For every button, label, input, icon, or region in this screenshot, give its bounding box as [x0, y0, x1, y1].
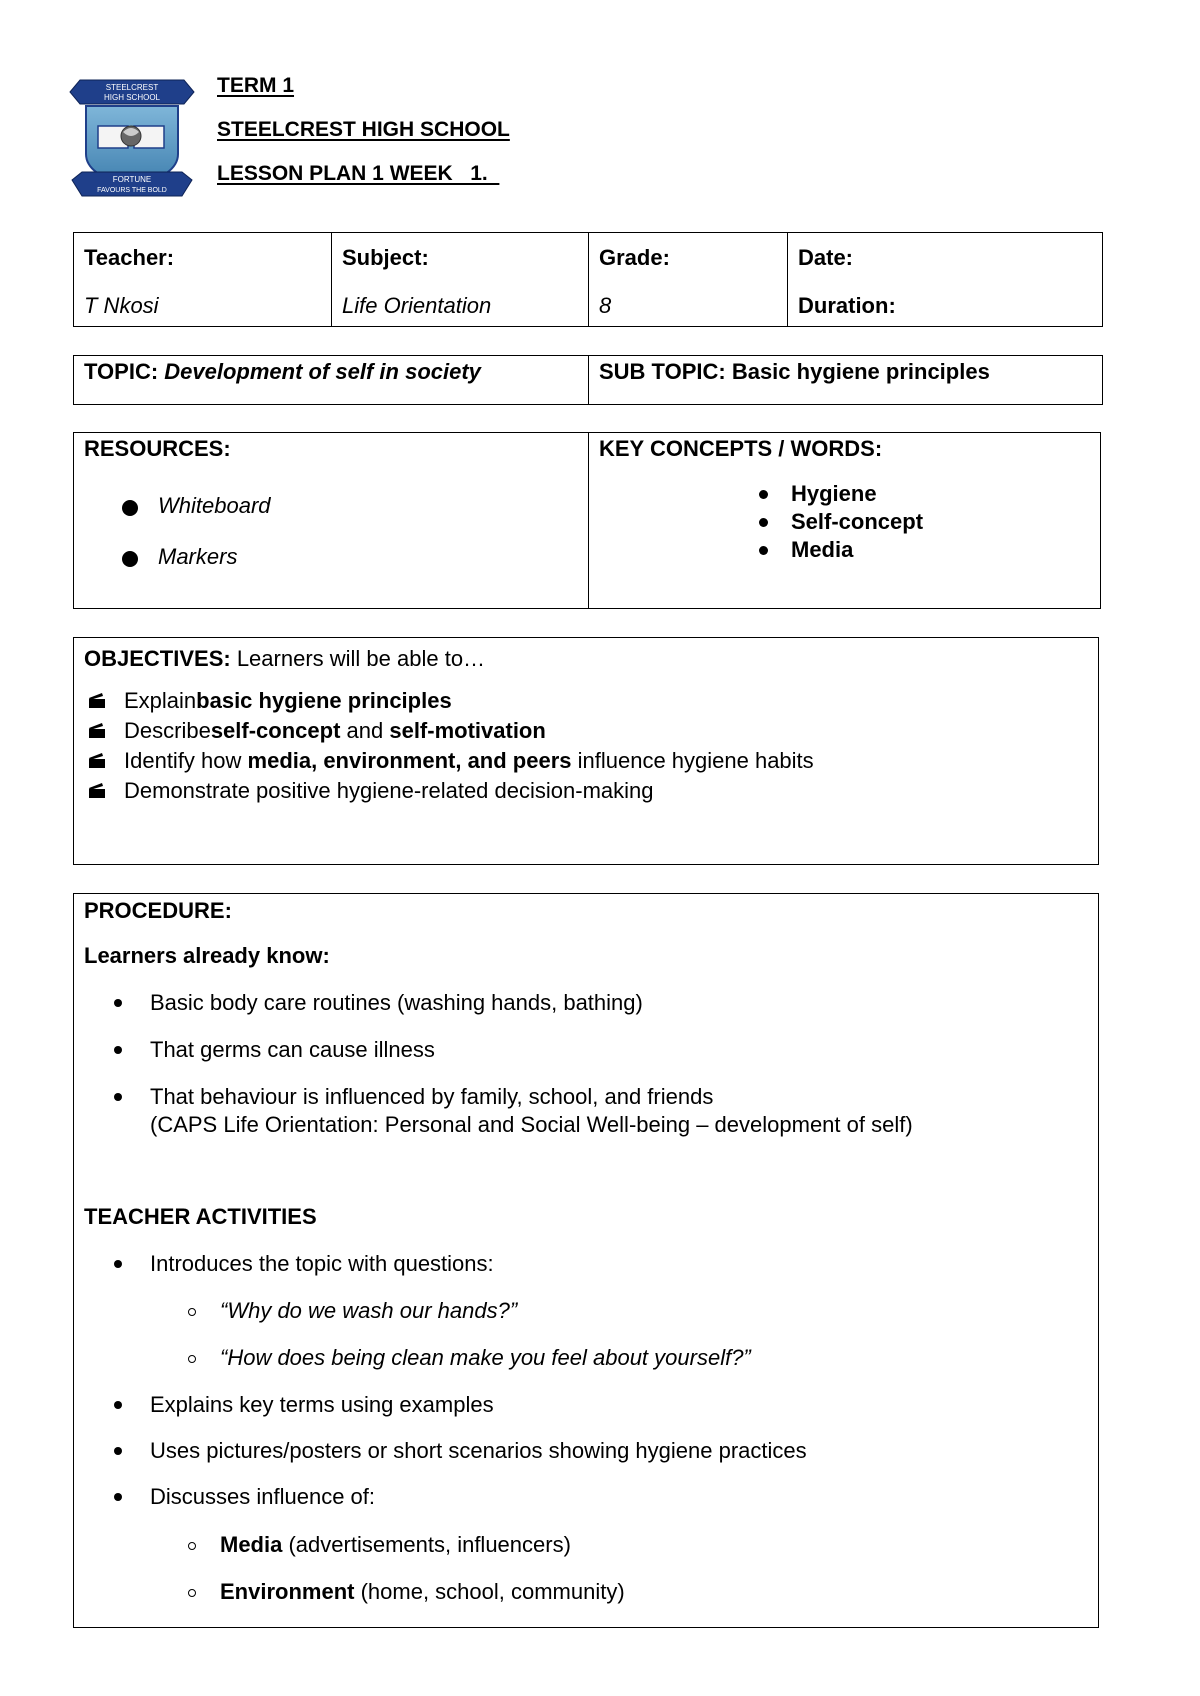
- list-item: Hygiene: [757, 481, 923, 509]
- teacher-cell: [74, 233, 331, 326]
- grade-cell: [588, 233, 787, 326]
- teacher-label: Teacher:: [84, 245, 175, 270]
- objectives-box: [73, 637, 1099, 865]
- clapperboard-icon: [88, 693, 106, 709]
- resources-cell: [74, 433, 588, 608]
- list-item: Demonstrate positive hygiene-related decision-making: [88, 776, 814, 806]
- subject-label: Subject:: [342, 245, 429, 270]
- clapperboard-icon: [88, 783, 106, 799]
- date-cell: [787, 233, 1102, 326]
- already-know-label: Learners already know:: [84, 943, 330, 968]
- key-concepts-list: [757, 481, 923, 565]
- school-crest-logo: [68, 76, 196, 206]
- date-label: Date:: [798, 245, 854, 270]
- list-item: Identify how media, environment, and peers influence hygiene habits: [88, 746, 814, 776]
- clapperboard-icon: [88, 753, 106, 769]
- key-concepts-cell: [588, 433, 1100, 608]
- topic-table: [73, 355, 1103, 405]
- resources-list: [122, 493, 271, 595]
- term-heading: TERM 1: [217, 74, 295, 97]
- grade-label: Grade:: [599, 245, 670, 270]
- caps-note: (CAPS Life Orientation: Personal and Social Well-being – development of self): [150, 1112, 913, 1137]
- svg-text:HIGH SCHOOL: HIGH SCHOOL: [103, 93, 161, 102]
- resources-label: RESOURCES:: [84, 436, 231, 461]
- teacher-activities-label: TEACHER ACTIVITIES: [84, 1204, 317, 1229]
- svg-text:FAVOURS THE BOLD: FAVOURS THE BOLD: [97, 187, 167, 194]
- grade-value: 8: [599, 293, 612, 318]
- school-heading: STEELCREST HIGH SCHOOL: [217, 118, 510, 141]
- list-item: Self-concept: [757, 509, 923, 537]
- svg-text:FORTUNE: FORTUNE: [112, 175, 152, 184]
- teacher-value: T Nkosi: [84, 293, 159, 318]
- objectives-label: OBJECTIVES:: [84, 646, 231, 671]
- subject-value: Life Orientation: [342, 293, 492, 318]
- list-item: Markers: [122, 544, 271, 595]
- topic-label: TOPIC:: [84, 359, 165, 384]
- subtopic-label: SUB TOPIC: Basic hygiene principles: [599, 359, 990, 384]
- key-concepts-label: KEY CONCEPTS / WORDS:: [599, 436, 883, 461]
- list-item: Whiteboard: [122, 493, 271, 544]
- objectives-heading: [84, 646, 485, 672]
- info-table: [73, 232, 1103, 327]
- objectives-list: [88, 686, 814, 806]
- lesson-heading: LESSON PLAN 1 WEEK 1.: [217, 162, 500, 185]
- objectives-intro: Learners will be able to…: [230, 646, 486, 671]
- subtopic-cell: [588, 356, 1102, 404]
- resources-table: [73, 432, 1101, 609]
- list-item: Media: [757, 537, 923, 565]
- clapperboard-icon: [88, 723, 106, 739]
- list-item: Describe self-concept and self-motivation: [88, 716, 814, 746]
- svg-text:STEELCREST: STEELCREST: [105, 83, 159, 92]
- topic-value: Development of self in society: [164, 359, 481, 384]
- procedure-box: PROCEDURE: Learners already know: Basic body care routines (washing hands, bathing) That germs can cause illness That behaviour is influenced by family, school, and friends (CAPS Life Orientation: Personal and Social Well-being – development of self) TEACHER ACTIVITIES Introduces the topic with questions: “Why do we wash our hands?” “How does being clean make you feel about yourself?” Explains key terms using examples Uses pictures/posters or short scenarios showing hygiene practices Discusses influence of: Media (advertisements, influencers) Environment (home, school, community): [73, 893, 1099, 1628]
- subject-cell: [331, 233, 588, 326]
- duration-label: Duration:: [798, 293, 896, 318]
- list-item: Explain basic hygiene principles: [88, 686, 814, 716]
- procedure-label: PROCEDURE:: [84, 898, 232, 923]
- topic-cell: [74, 356, 588, 404]
